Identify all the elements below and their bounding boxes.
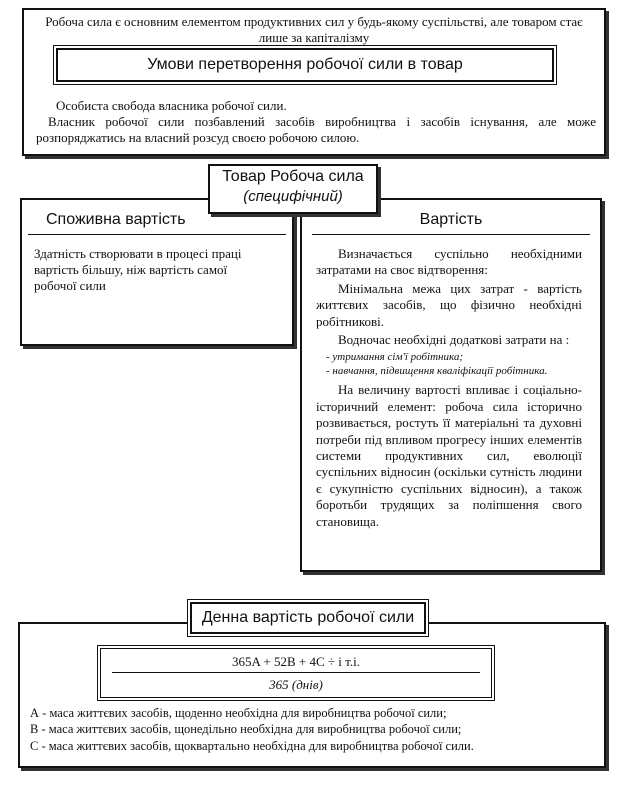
value-bullet-2: - навчання, підвищення кваліфікації робітника.: [326, 365, 548, 378]
value-title: Вартість: [419, 211, 483, 228]
intro-text: Робоча сила є основним елементом продуктивних сил у будь-якому суспільстві, але товаром стає лише за капіталізму: [45, 14, 583, 45]
value-divider: [312, 234, 590, 235]
value-paragraph-2: Мінімальна межа цих затрат - вартість життєвих засобів, що фізично необхідні робітникові.: [316, 280, 582, 329]
daily-title: Денна вартість робочої сили: [201, 609, 415, 626]
legend-c: С - маса життєвих засобів, щоквартально необхідна для виробництва робочої сили.: [30, 739, 474, 753]
use-value-text: Здатність створювати в процесі праці вартість більшу, ніж вартість самої робочої сили: [34, 246, 242, 293]
conditions-title: Умови перетворення робочої сили в товар: [147, 56, 463, 73]
legend-b: В - маса життєвих засобів, щонедільно необхідна для виробництва робочої сили;: [30, 722, 462, 736]
value-paragraph-3: Водночас необхідні додаткові затрати на :: [338, 332, 570, 348]
value-text: [316, 246, 582, 532]
use-value-divider: [28, 234, 286, 235]
value-paragraph-4: На величину вартості впливає і соціально-історичний елемент: робоча сила історично розвивається, ростуть її матеріальні та духовні потреби під впливом прогресу інших елементів системи продуктивних сил, еволюції суспільних відносин (оскільки сутність людини є сукупністю суспільних відносин), а також боротьби трудящих за поліпшення свого становища.: [316, 382, 582, 529]
use-value-title: Споживна вартість: [46, 211, 186, 228]
formula-fraction-line: [112, 672, 480, 673]
value-paragraph-1: Визначається суспільно необхідними затратами на своє відтворення:: [316, 246, 582, 278]
formula-denominator: 365 (днів): [269, 677, 323, 692]
commodity-title: Товар Робоча сила: [222, 168, 364, 185]
commodity-subtitle: (специфічний): [243, 188, 343, 205]
formula-numerator: 365A + 52B + 4C ÷ і т.і.: [232, 654, 360, 669]
condition-1: Особиста свобода власника робочої сили.: [56, 98, 287, 113]
legend-a: А - маса життєвих засобів, щоденно необхідна для виробництва робочої сили;: [30, 706, 447, 720]
condition-2: Власник робочої сили позбавлений засобів виробництва і засобів існування, але може розпоряджатись на власний розсуд своєю робочою силою.: [36, 114, 596, 145]
value-bullet-1: - утримання сім'ї робітника;: [326, 351, 464, 364]
